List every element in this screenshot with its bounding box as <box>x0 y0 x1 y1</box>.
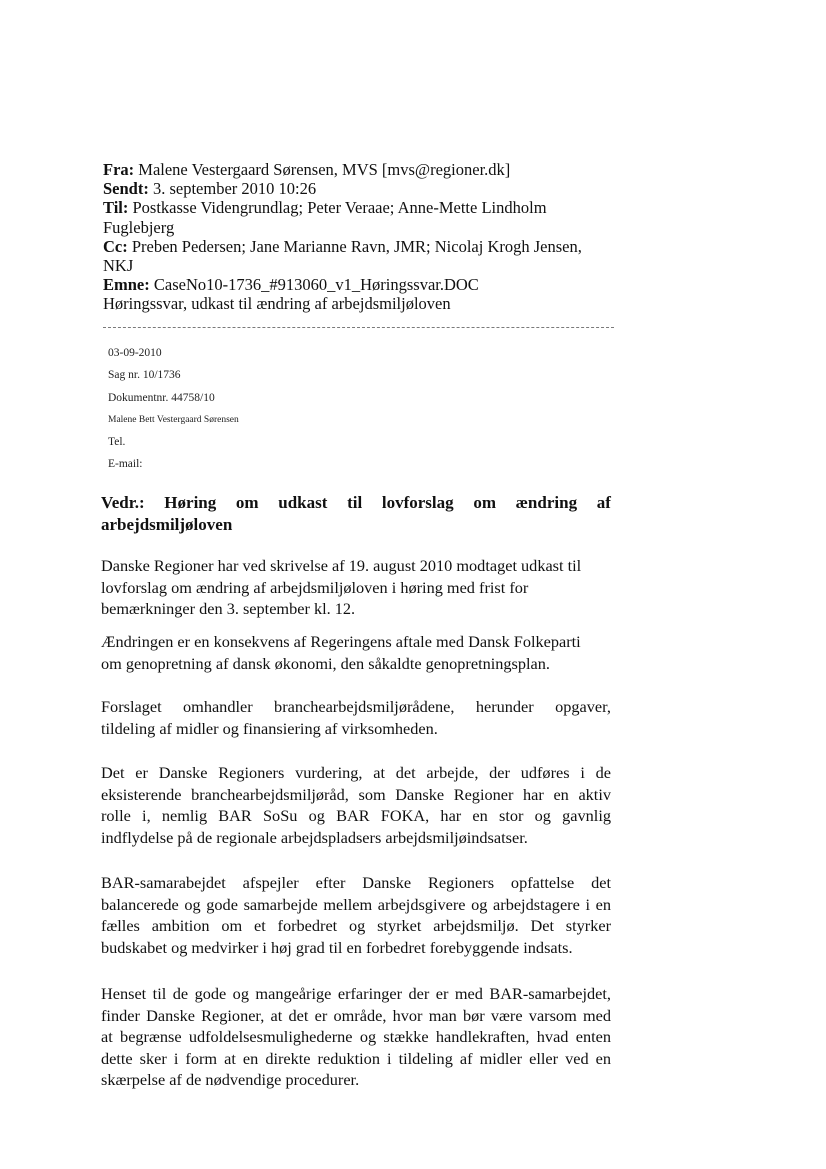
heading-word: lovforslag <box>381 493 454 512</box>
from-row <box>103 160 623 179</box>
meta-email: E-mail: <box>108 458 143 471</box>
meta-date: 03-09-2010 <box>108 347 162 359</box>
to-label: Til: <box>103 198 129 218</box>
cc-value: Preben Pedersen; Jane Marianne Ravn, JMR; Nicolaj Krogh Jensen, <box>131 236 582 256</box>
sent-label: Sendt: <box>103 179 149 199</box>
paragraph-line: rolle i, nemlig BAR SoSu og BAR FOKA, har en stor og gavnlig <box>101 806 611 826</box>
subject-row <box>103 275 623 294</box>
paragraph-line: lovforslag om ændring af arbejdsmiljøloven i høring med frist for <box>101 577 529 597</box>
cc-value-continued: NKJ <box>103 256 134 276</box>
header-divider <box>103 327 614 328</box>
paragraph-5 <box>101 872 611 958</box>
to-value: Postkasse Videngrundlag; Peter Veraae; Anne-Mette Lindholm <box>132 198 547 218</box>
paragraph-line: at begrænse udfoldelsesmulighederne og stække handlekraften, hvad enten <box>101 1027 611 1047</box>
heading-word: ændring <box>515 493 578 512</box>
paragraph-2 <box>101 631 611 674</box>
from-label: Fra: <box>103 160 135 179</box>
cc-row <box>103 237 623 275</box>
paragraph-1 <box>101 555 611 620</box>
heading-word: udkast <box>278 493 328 512</box>
paragraph-line: bemærkninger den 3. september kl. 12. <box>101 599 356 619</box>
sent-value: 3. september 2010 10:26 <box>152 179 317 199</box>
paragraph-line: BAR-samarabejdet afspejler efter Danske Regioners opfattelse det <box>101 873 611 892</box>
email-header <box>103 160 623 314</box>
heading-word: om <box>473 493 496 512</box>
paragraph-6 <box>101 983 611 1091</box>
paragraph-line: dette sker i form at en direkte reduktion i tildeling af midler eller ved en <box>101 1048 611 1068</box>
paragraph-line: balancerede og gode samarbejde mellem arbejdsgivere og arbejdstagere i en <box>101 894 611 914</box>
paragraph-line: Det er Danske Regioners vurdering, at det arbejde, der udføres i de <box>101 763 611 782</box>
subject-value: CaseNo10-1736_#913060_v1_Høringssvar.DOC <box>153 275 479 295</box>
meta-case-number: Sag nr. 10/1736 <box>108 369 181 382</box>
paragraph-line: Ændringen er en konsekvens af Regeringens aftale med Dansk Folkeparti <box>101 632 581 651</box>
heading-word: om <box>235 493 259 512</box>
paragraph-line: tildeling af midler og finansiering af virksomheden. <box>101 718 438 738</box>
letter-heading <box>101 492 611 535</box>
subject-label: Emne: <box>103 275 150 295</box>
paragraph-line: Henset til de gode og mangeårige erfaringer der er med BAR-samarbejdet, <box>101 984 611 1003</box>
meta-document-number: Dokumentnr. 44758/10 <box>108 391 215 404</box>
heading-word: Vedr.: <box>101 493 145 512</box>
document-meta <box>108 342 408 476</box>
heading-word: til <box>347 493 363 512</box>
cc-label: Cc: <box>103 236 128 256</box>
heading-line-1 <box>101 492 611 514</box>
paragraph-line: budskabet og medvirker i høj grad til en forbedret forebyggende indsats. <box>101 937 573 957</box>
paragraph-line: skærpelse af de nødvendige procedurer. <box>101 1070 360 1090</box>
meta-tel: Tel. <box>108 436 126 449</box>
paragraph-line: Danske Regioner har ved skrivelse af 19. august 2010 modtaget udkast til <box>101 556 582 575</box>
paragraph-4 <box>101 762 611 848</box>
paragraph-line: eksisterende branchearbejdsmiljøråd, som Danske Regioner har en aktiv <box>101 784 611 804</box>
to-row <box>103 198 623 236</box>
heading-word: Høring <box>164 493 217 512</box>
meta-author: Malene Bett Vestergaard Sørensen <box>108 414 239 425</box>
paragraph-line: om genopretning af dansk økonomi, den såkaldte genopretningsplan. <box>101 653 550 673</box>
to-value-continued: Fuglebjerg <box>103 217 175 237</box>
heading-line-2: arbejdsmiljøloven <box>101 514 233 534</box>
from-value: Malene Vestergaard Sørensen, MVS [mvs@regioner.dk] <box>138 160 511 179</box>
paragraph-line: Forslaget omhandler branchearbejdsmiljørådene, herunder opgaver, <box>101 697 611 716</box>
heading-word: af <box>596 493 611 512</box>
paragraph-line: fælles ambition om et forbedret og styrket arbejdsmiljø. Det styrker <box>101 916 611 936</box>
paragraph-line: finder Danske Regioner, at det er område, hvor man bør være varsom med <box>101 1005 611 1025</box>
paragraph-line: indflydelse på de regionale arbejdspladsers arbejdsmiljøindsatser. <box>101 827 528 847</box>
sent-row <box>103 179 623 198</box>
paragraph-3 <box>101 696 611 739</box>
subject-description: Høringssvar, udkast til ændring af arbejdsmiljøloven <box>103 294 451 314</box>
